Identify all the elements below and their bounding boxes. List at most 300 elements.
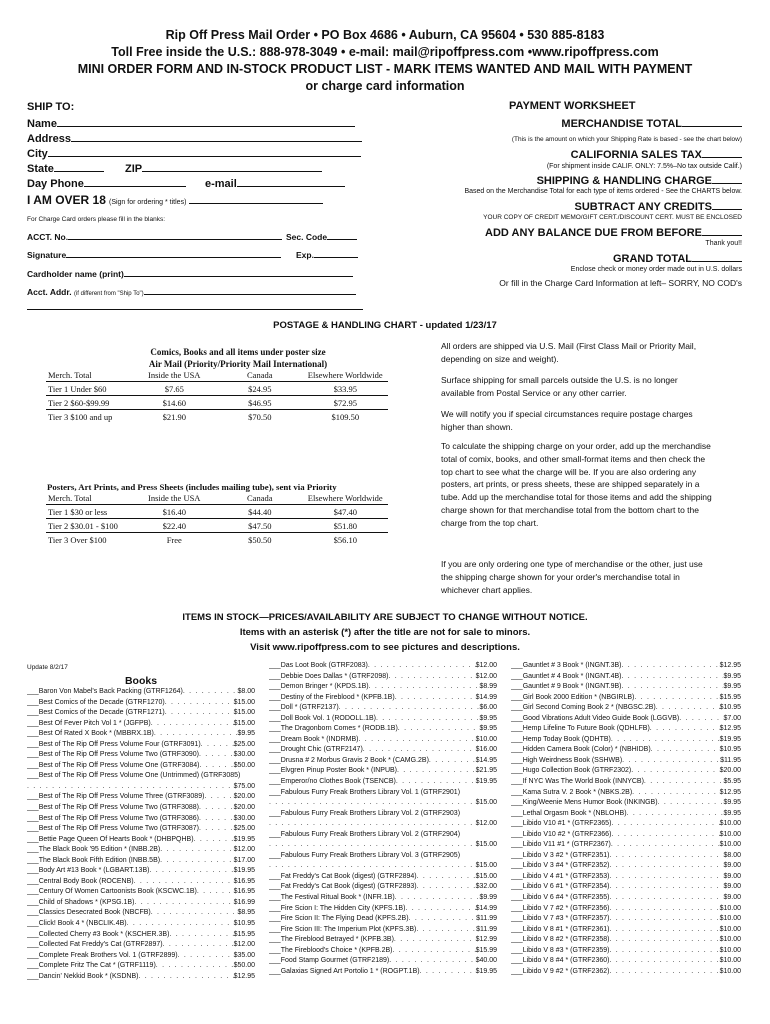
email-label: e-mail [205, 178, 237, 190]
product-list-item[interactable] [511, 672, 741, 683]
leader-dots [632, 788, 719, 799]
header-line-4: or charge card information [305, 79, 465, 93]
address-label: Address [27, 133, 72, 145]
product-name: Gauntlet # 3 Book * (INGNT.3B) [522, 662, 622, 669]
product-list-item[interactable] [27, 824, 255, 835]
product-list-item[interactable] [269, 893, 497, 904]
product-list-item[interactable] [27, 919, 255, 930]
order-checkbox[interactable]: ___ [511, 904, 523, 912]
chart-cell: Tier 2 $60-$99.99 [48, 398, 110, 408]
product-list-item[interactable] [511, 935, 741, 946]
order-checkbox[interactable]: ___ [511, 967, 523, 975]
product-column-1 [27, 687, 255, 982]
grand-total-note: Enclose check or money order made out in U.S. dollars [570, 266, 742, 273]
product-price: $12.99 [475, 936, 497, 944]
product-list-item[interactable] [511, 756, 741, 767]
order-checkbox[interactable]: ___ [27, 920, 39, 928]
product-list-item[interactable] [27, 782, 255, 793]
leader-dots [389, 956, 475, 967]
order-checkbox[interactable]: ___ [269, 683, 281, 691]
zip-field[interactable] [125, 161, 322, 177]
product-list-item[interactable] [269, 861, 497, 872]
product-price: $10.00 [719, 904, 741, 912]
leader-dots [609, 946, 719, 957]
product-list-item[interactable] [27, 729, 255, 740]
order-checkbox[interactable]: ___ [511, 725, 523, 733]
order-checkbox[interactable]: ___ [27, 751, 39, 759]
product-price: $10.00 [719, 925, 741, 933]
product-list-item[interactable] [269, 914, 497, 925]
add-balance-label: ADD ANY BALANCE DUE FROM BEFORE [485, 227, 702, 239]
signature-field[interactable] [27, 247, 281, 263]
product-list-item[interactable] [511, 809, 741, 820]
order-checkbox[interactable]: ___ [27, 740, 39, 748]
product-list-item[interactable] [27, 951, 255, 962]
leader-dots [622, 756, 720, 767]
product-list-item[interactable] [511, 735, 741, 746]
order-checkbox[interactable]: ___ [511, 809, 523, 817]
product-price: $10.00 [719, 967, 741, 975]
leader-dots [27, 782, 234, 793]
product-price: $10.00 [719, 936, 741, 944]
leader-dots [650, 724, 720, 735]
product-list-item[interactable] [27, 771, 255, 782]
order-checkbox[interactable]: ___ [269, 851, 281, 859]
order-checkbox[interactable]: ___ [269, 756, 281, 764]
product-list-item[interactable] [511, 682, 741, 693]
product-list-item[interactable] [269, 935, 497, 946]
product-name: The Black Book '95 Edition * (INBB.2B) [38, 846, 161, 854]
product-list-item[interactable] [269, 798, 497, 809]
product-price: $9.00 [723, 883, 741, 891]
header-line-3: MINI ORDER FORM AND IN-STOCK PRODUCT LIST - MARK ITEMS WANTED AND MAIL WITH PAYMENT [77, 62, 693, 76]
chart-row [46, 382, 388, 396]
order-checkbox[interactable]: ___ [511, 662, 523, 669]
sec-code-field[interactable] [286, 229, 357, 245]
order-checkbox[interactable]: ___ [27, 793, 39, 801]
order-checkbox[interactable]: ___ [511, 830, 523, 838]
product-list-item[interactable] [511, 893, 741, 904]
product-list-item[interactable] [511, 714, 741, 725]
order-checkbox[interactable]: ___ [27, 730, 39, 738]
chart-cell: Tier 1 $30 or less [48, 507, 108, 517]
product-price: $15.00 [475, 799, 497, 807]
chart-cell: $33.95 [333, 384, 357, 394]
order-checkbox[interactable]: ___ [511, 841, 523, 849]
order-checkbox[interactable]: ___ [27, 835, 39, 843]
order-checkbox[interactable]: ___ [269, 946, 281, 954]
product-name: Fabulous Furry Freak Brothers Library Vol. 1 (GTRF2901) [280, 788, 461, 796]
order-checkbox[interactable]: ___ [511, 767, 523, 775]
product-column-3 [511, 661, 741, 977]
order-checkbox[interactable]: ___ [511, 925, 523, 933]
order-checkbox[interactable]: ___ [27, 772, 39, 780]
leader-dots [199, 824, 234, 835]
product-list-item[interactable] [511, 914, 741, 925]
exp-label: Exp. [296, 250, 314, 260]
product-list-item[interactable] [27, 761, 255, 772]
order-checkbox[interactable]: ___ [27, 867, 39, 875]
order-checkbox[interactable]: ___ [269, 778, 281, 786]
product-list-item[interactable] [511, 693, 741, 704]
order-checkbox[interactable]: ___ [511, 756, 523, 764]
order-checkbox[interactable]: ___ [27, 846, 39, 854]
order-checkbox[interactable]: ___ [511, 672, 523, 680]
leader-dots [611, 830, 719, 841]
product-list-item[interactable] [511, 819, 741, 830]
shipping-charge-field[interactable] [537, 173, 742, 187]
product-list-item[interactable] [269, 735, 497, 746]
acct-addr-line-2[interactable] [27, 309, 363, 310]
product-list-item[interactable] [27, 845, 255, 856]
chart-row [46, 533, 388, 547]
acct-label: ACCT. No. [27, 232, 69, 242]
merch-total-field[interactable] [561, 116, 742, 130]
order-checkbox[interactable]: ___ [269, 925, 281, 933]
product-price: $25.00 [233, 740, 255, 748]
product-list-item[interactable] [269, 724, 497, 735]
order-checkbox[interactable]: ___ [27, 814, 39, 822]
product-price: $12.00 [475, 820, 497, 828]
shipping-info-paragraph: To calculate the shipping charge on your order, add up the merchandise total of comix, books, and other small-format items and then check the top chart to see what the charge will be. If you are also ordering any posters, art prints, or press sheets, these are shipped separately in a tube. Add up the merchandise total for those items and add the shipping charge shown for that merchandise total from the bottom chart to the charge from the top chart. [441, 441, 712, 528]
product-price: $15.00 [475, 872, 497, 880]
product-list-item[interactable] [511, 851, 741, 862]
order-checkbox[interactable]: ___ [511, 894, 523, 902]
product-list-item[interactable] [27, 961, 255, 972]
acct-number-field[interactable] [27, 229, 282, 245]
order-checkbox[interactable]: ___ [269, 915, 281, 923]
name-field[interactable] [27, 116, 355, 132]
product-price: $9.00 [723, 872, 741, 880]
product-list-item[interactable] [269, 693, 497, 704]
product-name: Libido V11 #1 * (GTRF2367) [522, 841, 611, 849]
order-checkbox[interactable]: ___ [269, 662, 281, 669]
product-price: $15.00 [233, 698, 255, 706]
order-checkbox[interactable]: ___ [511, 735, 523, 743]
order-checkbox[interactable]: ___ [511, 872, 523, 880]
product-list-item[interactable] [27, 719, 255, 730]
chart-cell: $21.90 [162, 412, 186, 422]
order-checkbox[interactable]: ___ [269, 714, 281, 722]
leader-dots [149, 866, 233, 877]
leader-dots [397, 766, 476, 777]
order-checkbox[interactable]: ___ [511, 957, 523, 965]
order-checkbox[interactable]: ___ [269, 809, 281, 817]
product-list-item[interactable] [27, 887, 255, 898]
leader-dots [393, 946, 476, 957]
product-list-item[interactable] [27, 866, 255, 877]
product-list-item[interactable] [511, 925, 741, 936]
order-checkbox[interactable]: ___ [27, 909, 39, 917]
city-field[interactable] [27, 146, 361, 162]
order-checkbox[interactable]: ___ [269, 830, 281, 838]
product-name: Best Comics of the Decade (GTRF1271) [38, 709, 165, 717]
product-price: $10.00 [475, 735, 497, 743]
product-list-item[interactable] [269, 872, 497, 883]
order-checkbox[interactable]: ___ [27, 804, 39, 812]
address-field[interactable] [27, 131, 362, 147]
subtract-credits-field[interactable] [574, 199, 742, 213]
order-checkbox[interactable]: ___ [269, 872, 281, 880]
ca-tax-field[interactable] [571, 147, 742, 161]
product-list-item[interactable] [269, 946, 497, 957]
order-checkbox[interactable]: ___ [27, 898, 39, 906]
product-list-item[interactable] [269, 682, 497, 693]
grand-total-field[interactable] [613, 251, 742, 265]
product-list-item[interactable] [511, 788, 741, 799]
product-list-item[interactable] [269, 830, 497, 841]
product-list-item[interactable] [511, 661, 741, 672]
order-checkbox[interactable]: ___ [269, 704, 281, 712]
grand-total-label: GRAND TOTAL [612, 253, 692, 265]
chart-cell: $14.60 [162, 398, 186, 408]
leader-dots [163, 940, 234, 951]
order-checkbox[interactable]: ___ [27, 825, 39, 833]
chart1-title-line1: Comics, Books and all items under poster size [150, 347, 326, 357]
product-list-item[interactable] [269, 882, 497, 893]
product-price: $15.00 [475, 841, 497, 849]
order-checkbox[interactable]: ___ [27, 962, 39, 970]
product-name: Doll Book Vol. 1 (RODOLL.1B) [280, 714, 377, 722]
product-list-item[interactable] [27, 698, 255, 709]
order-checkbox[interactable]: ___ [27, 856, 39, 864]
order-checkbox[interactable]: ___ [511, 799, 523, 807]
order-checkbox[interactable]: ___ [269, 735, 281, 743]
product-list-item[interactable] [27, 972, 255, 983]
product-price: $9.95 [479, 714, 497, 722]
leader-dots [151, 719, 234, 730]
product-name: Best of The Rip Off Press Volume Two (GTRF3090) [38, 751, 199, 759]
product-list-item[interactable] [269, 956, 497, 967]
product-name: Fat Freddy's Cat Book (digest) (GTRF2893) [280, 883, 417, 891]
product-list-item[interactable] [511, 703, 741, 714]
product-price: $21.95 [475, 767, 497, 775]
leader-dots [417, 882, 476, 893]
order-checkbox[interactable]: ___ [511, 714, 523, 722]
order-checkbox[interactable]: ___ [27, 972, 39, 980]
product-list-item[interactable] [511, 956, 741, 967]
order-checkbox[interactable]: ___ [269, 894, 281, 902]
email-field[interactable] [205, 176, 345, 192]
leader-dots [609, 956, 719, 967]
order-checkbox[interactable]: ___ [511, 693, 523, 701]
product-price: $9.95 [723, 799, 741, 807]
product-name: Hemp Today Book (QDHTB) [522, 735, 611, 743]
leader-dots [611, 735, 720, 746]
product-list-item[interactable] [511, 798, 741, 809]
product-list-item[interactable] [27, 940, 255, 951]
order-checkbox[interactable]: ___ [511, 778, 523, 786]
product-list-item[interactable] [27, 877, 255, 888]
product-list-item[interactable] [27, 750, 255, 761]
leader-dots [388, 672, 475, 683]
leader-dots [197, 887, 234, 898]
product-list-item[interactable] [27, 930, 255, 941]
shipping-note: Based on the Merchandise Total for each type of items ordered - See the CHARTS below. [464, 188, 742, 195]
order-checkbox[interactable]: ___ [511, 683, 523, 691]
order-checkbox[interactable]: ___ [511, 704, 523, 712]
order-checkbox[interactable]: ___ [27, 761, 39, 769]
chart2-title: Posters, Art Prints, and Press Sheets (includes mailing tube), sent via Priority [47, 482, 337, 492]
order-checkbox[interactable]: ___ [511, 862, 523, 870]
order-checkbox[interactable]: ___ [511, 788, 523, 796]
product-name: Libido V 8 #3 * (GTRF2359) [522, 946, 610, 954]
order-checkbox[interactable]: ___ [269, 725, 281, 733]
day-phone-field[interactable] [27, 176, 186, 192]
leader-dots [609, 914, 719, 925]
product-list-item[interactable] [511, 872, 741, 883]
product-list-item[interactable] [269, 851, 497, 862]
order-checkbox[interactable]: ___ [511, 851, 523, 859]
order-checkbox[interactable]: ___ [27, 941, 39, 949]
product-list-item[interactable] [27, 740, 255, 751]
order-checkbox[interactable]: ___ [27, 888, 39, 896]
order-checkbox[interactable]: ___ [269, 672, 281, 680]
ca-tax-label: CALIFORNIA SALES TAX [570, 149, 702, 161]
exp-field[interactable] [296, 247, 358, 263]
product-list-item[interactable] [269, 840, 497, 851]
product-name: Fire Scion I: The Hidden City (KPFS.1B) [280, 904, 406, 912]
order-checkbox[interactable]: ___ [511, 883, 523, 891]
order-checkbox[interactable]: ___ [511, 820, 523, 828]
product-price: $30.00 [233, 814, 255, 822]
product-name: Libido V 4 #1 * (GTRF2353) [522, 872, 610, 880]
cardholder-field[interactable] [27, 266, 353, 282]
state-field[interactable] [27, 161, 104, 177]
product-list-item[interactable] [269, 756, 497, 767]
order-checkbox[interactable]: ___ [27, 877, 39, 885]
product-price: $9.00 [723, 894, 741, 902]
order-checkbox[interactable]: ___ [27, 719, 39, 727]
leader-dots [183, 687, 238, 698]
product-list-item[interactable] [27, 856, 255, 867]
chart-cell: $46.95 [248, 398, 272, 408]
product-name: Best of The Rip Off Press Volume Two (GTRF3087) [38, 825, 199, 833]
leader-dots [429, 756, 476, 767]
acct-addr-field[interactable] [27, 284, 356, 302]
product-name: Fabulous Furry Freak Brothers Library Vol. 3 (GTRF2905) [280, 851, 461, 859]
header-line-1: Rip Off Press Mail Order • PO Box 4686 • Auburn, CA 95604 • 530 885-8183 [165, 28, 605, 42]
order-checkbox[interactable]: ___ [27, 698, 39, 706]
product-list-item[interactable] [511, 861, 741, 872]
product-price: $16.95 [233, 888, 255, 896]
product-list-item[interactable] [511, 830, 741, 841]
chart1-title [48, 346, 428, 370]
product-price: $50.00 [233, 962, 255, 970]
product-price: $9.00 [723, 862, 741, 870]
product-price: $10.00 [719, 915, 741, 923]
order-checkbox[interactable]: ___ [511, 946, 523, 954]
product-list-item[interactable] [269, 809, 497, 820]
product-list-item[interactable] [511, 904, 741, 915]
order-checkbox[interactable]: ___ [511, 915, 523, 923]
product-name: Libido V 6 #4 * (GTRF2355) [522, 894, 610, 902]
order-checkbox[interactable]: ___ [511, 746, 523, 754]
leader-dots [609, 851, 723, 862]
order-checkbox[interactable]: ___ [269, 936, 281, 944]
product-price: $10.00 [719, 830, 741, 838]
product-list-item[interactable] [269, 703, 497, 714]
product-list-item[interactable] [27, 803, 255, 814]
order-checkbox[interactable]: ___ [269, 788, 281, 796]
order-checkbox[interactable]: ___ [511, 936, 523, 944]
product-name: Das Loot Book (GTRF2083) [280, 662, 368, 669]
chart-row [46, 396, 388, 410]
product-list-item[interactable] [269, 925, 497, 936]
product-list-item[interactable] [269, 904, 497, 915]
product-list-item[interactable] [511, 946, 741, 957]
order-checkbox[interactable]: ___ [27, 930, 39, 938]
name-label: Name [27, 118, 57, 130]
cardholder-label: Cardholder name (print) [27, 269, 124, 279]
leader-dots [395, 693, 476, 704]
product-list-item[interactable] [269, 766, 497, 777]
product-list-item[interactable] [511, 766, 741, 777]
product-list-item[interactable] [27, 908, 255, 919]
update-date: Update 8/2/17 [27, 664, 68, 671]
leader-dots [178, 951, 234, 962]
order-checkbox[interactable]: ___ [269, 693, 281, 701]
product-list-item[interactable] [269, 788, 497, 799]
product-list-item[interactable] [511, 967, 741, 978]
product-list-item[interactable] [269, 672, 497, 683]
product-list-item[interactable] [269, 819, 497, 830]
product-list-item[interactable] [27, 792, 255, 803]
product-list-item[interactable] [511, 882, 741, 893]
product-list-item[interactable] [27, 814, 255, 825]
chart1-title-line2: Air Mail (Priority/Priority Mail International) [148, 359, 328, 369]
leader-dots [609, 861, 723, 872]
zip-label: ZIP [125, 163, 143, 175]
order-checkbox[interactable]: ___ [269, 767, 281, 775]
order-checkbox[interactable]: ___ [27, 688, 39, 695]
product-list-item[interactable] [269, 661, 497, 672]
order-checkbox[interactable]: ___ [269, 746, 281, 754]
add-balance-field[interactable] [485, 225, 742, 239]
order-checkbox[interactable]: ___ [27, 951, 39, 959]
order-checkbox[interactable]: ___ [27, 709, 39, 717]
product-name: Libido V 8 #4 * (GTRF2360) [522, 957, 610, 965]
product-price: $15.95 [719, 693, 741, 701]
order-checkbox[interactable]: ___ [269, 883, 281, 891]
product-list-item[interactable] [511, 724, 741, 735]
product-list-item[interactable] [511, 777, 741, 788]
product-list-item[interactable] [27, 687, 255, 698]
product-list-item[interactable] [27, 898, 255, 909]
order-checkbox[interactable]: ___ [269, 957, 281, 965]
product-list-item[interactable] [269, 777, 497, 788]
product-price: $50.00 [233, 761, 255, 769]
leader-dots [609, 904, 719, 915]
over-18-field[interactable] [27, 193, 323, 210]
product-list-item[interactable] [511, 840, 741, 851]
order-checkbox[interactable]: ___ [269, 967, 281, 975]
product-list-item[interactable] [269, 714, 497, 725]
product-price: $12.95 [719, 662, 741, 669]
product-list-item[interactable] [27, 835, 255, 846]
chart-cell: Tier 1 Under $60 [48, 384, 107, 394]
product-name: Collected Fat Freddy's Cat (GTRF2897) [38, 941, 163, 949]
product-list-item[interactable] [511, 745, 741, 756]
product-list-item[interactable] [27, 708, 255, 719]
product-list-item[interactable] [269, 967, 497, 978]
leader-dots [199, 750, 234, 761]
order-checkbox[interactable]: ___ [269, 904, 281, 912]
chart-header-cell: Inside the USA [148, 493, 201, 503]
chart-cell: $50.50 [248, 535, 272, 545]
product-name: Fire Scion II: The Flying Dead (KPFS.2B) [280, 915, 409, 923]
product-list-item[interactable] [269, 745, 497, 756]
